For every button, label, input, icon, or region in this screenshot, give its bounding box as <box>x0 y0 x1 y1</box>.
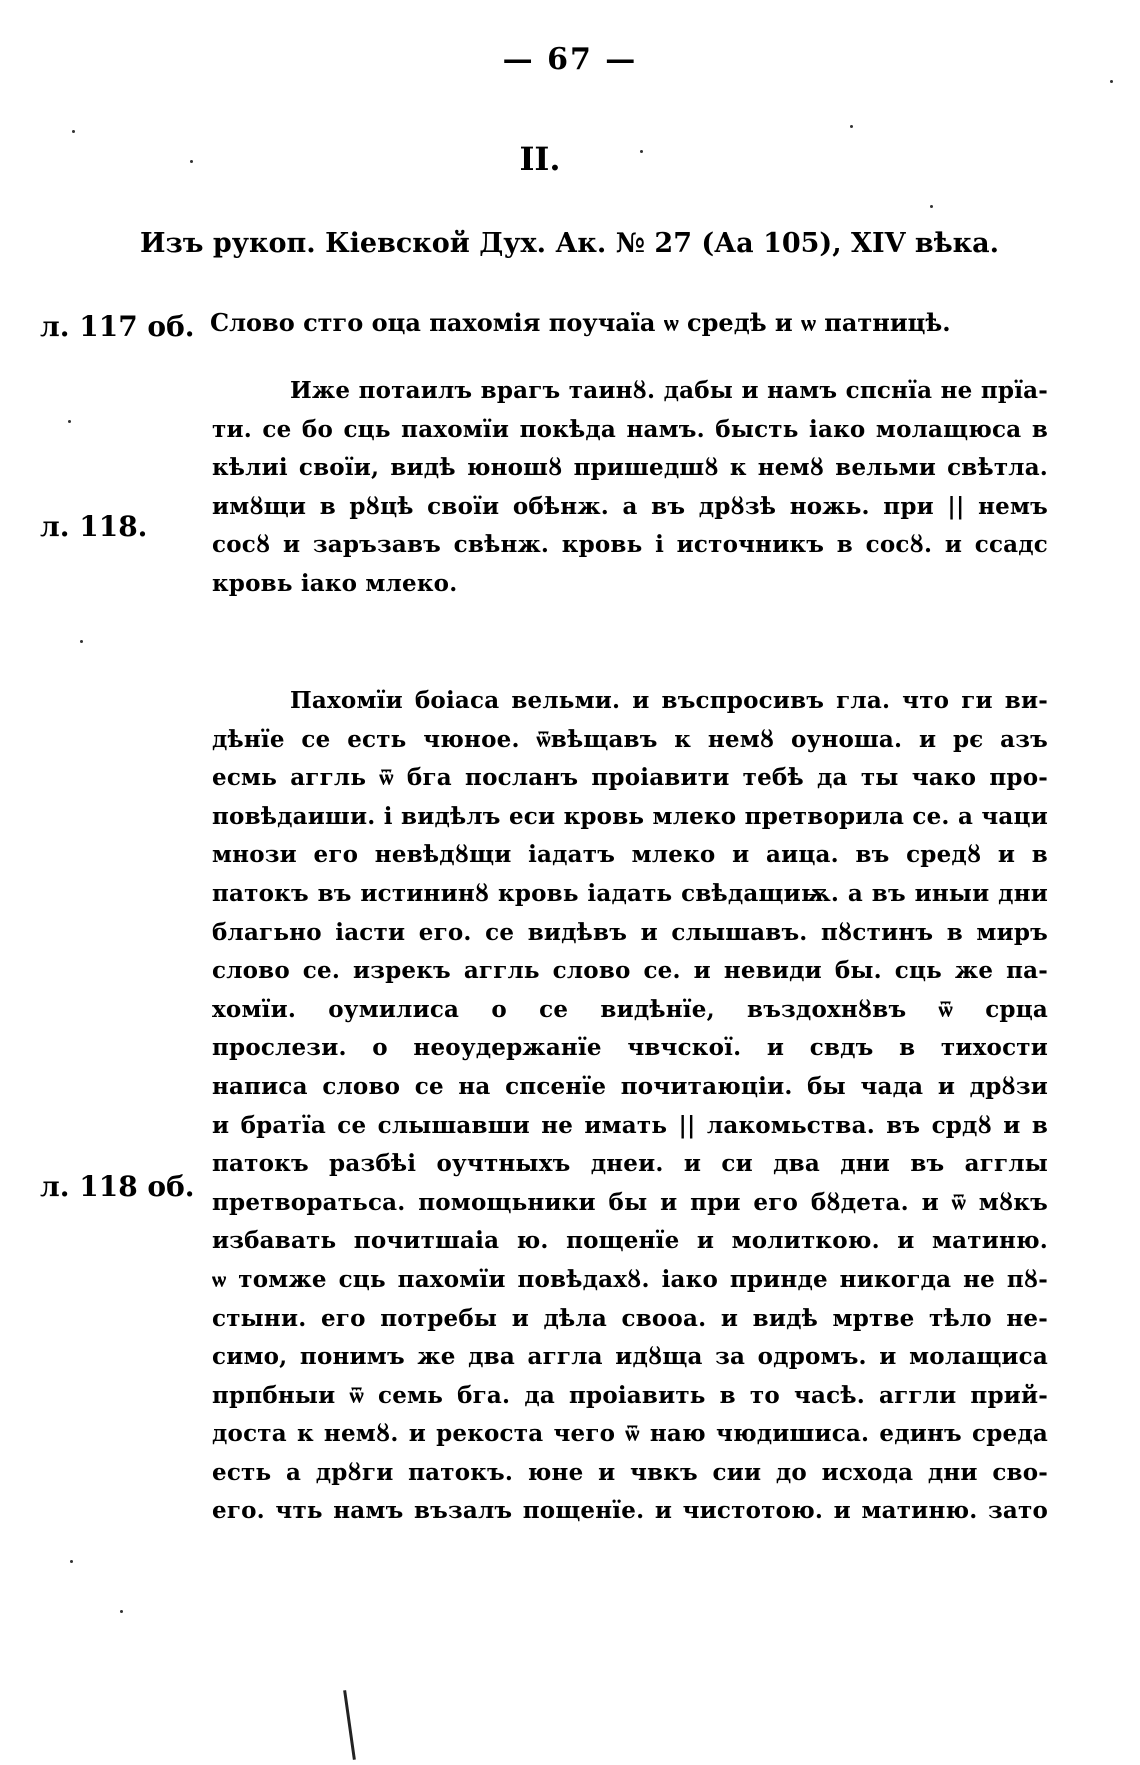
text-line: избавать почитшаіа ю. пощенїе и молиткою. и матиню. <box>212 1227 1048 1255</box>
text-line: кровь іако млеко. <box>212 569 458 597</box>
text-line: благьно іасти его. се видѣвъ и слышавъ. пȣстинъ в миръ <box>212 918 1048 946</box>
scan-speck <box>640 150 643 153</box>
scan-speck <box>68 420 71 423</box>
text-line: дѣнїе се есть чюное. ѿвѣщавъ к немȣ оуноша. и рє азъ <box>212 725 1048 753</box>
scan-speck <box>70 1560 73 1563</box>
text-line: повѣдаиши. і видѣлъ еси кровь млеко претворила се. а чаци <box>212 802 1048 830</box>
text-line: сосȣ и заръзавъ свѣнж. кровь і источникъ в сосȣ. и ссадс <box>212 531 1048 559</box>
folio-117-verso: л. 117 об. <box>40 310 195 343</box>
folio-118: л. 118. <box>40 510 148 543</box>
text-line: написа слово се на спсенїе почитаюціи. бы чада и дрȣзи <box>212 1072 1048 1100</box>
scan-speck <box>930 205 933 208</box>
scan-speck <box>120 1610 123 1613</box>
folio-118-verso: л. 118 об. <box>40 1170 195 1203</box>
text-line: мнози его невѣдȣщи іадатъ млеко и аица. въ средȣ и в <box>212 841 1048 869</box>
text-line: Иже потаилъ врагъ таинȣ. дабы и намъ спснїа не прїа- <box>290 377 1048 404</box>
text-line: патокъ разбѣі оучтныхъ днеи. и си два дни въ агглы <box>212 1150 1048 1178</box>
text-line: слово се. изрекъ аггль слово се. и невиди бы. сць же па- <box>212 957 1048 985</box>
paragraph-2 <box>212 682 1048 1531</box>
text-line: ти. се бо сць пахомїи покѣда намъ. бысть іако молащюса в <box>212 415 1048 443</box>
text-line: прпбныи ѿ семь бга. да проіавить в то часѣ. аггли прий- <box>212 1381 1048 1409</box>
text-line: Пахомїи боіаса вельми. и въспросивъ гла. что ги ви- <box>290 687 1048 714</box>
text-line: ѡ томже сць пахомїи повѣдахȣ. іако принде никогда не пȣ- <box>212 1265 1048 1293</box>
page-number: — 67 — <box>502 42 638 77</box>
text-line: есмь аггль ѿ бга посланъ проіавити тебѣ да ты чако про- <box>212 764 1048 792</box>
text-line: стыни. его потребы и дѣла свооа. и видѣ мртве тѣло не- <box>212 1304 1048 1332</box>
text-line: имȣщи в рȣцѣ своїи обѣнж. а въ дрȣзѣ ножь. при || немъ <box>212 492 1048 520</box>
paragraph-1 <box>212 372 1048 604</box>
scan-speck <box>80 640 83 643</box>
manuscript-source: Изъ рукоп. Кіевской Дух. Ак. № 27 (Аа 105), XIV вѣка. <box>140 228 1000 259</box>
scan-speck <box>850 125 853 128</box>
scan-speck <box>72 130 75 133</box>
text-line: хомїи. оумилиса о се видѣнїе, въздохнȣвъ ѿ срца <box>212 995 1048 1023</box>
scan-speck <box>1110 80 1113 83</box>
scan-speck <box>190 160 193 163</box>
text-line: кѣлиі своїи, видѣ юношȣ пришедшȣ к немȣ вельми свѣтла. <box>212 454 1048 482</box>
text-line: патокъ въ истининȣ кровь іадать свѣдащиѭ. а въ иныи дни <box>212 879 1048 907</box>
text-line: претворатьса. помощьники бы и при его бȣдета. и ѿ мȣкъ <box>212 1188 1048 1216</box>
section-number: II. <box>519 140 561 178</box>
scan-mark <box>343 1690 356 1760</box>
text-line: его. чть намъ възалъ пощенїе. и чистотою. и матиню. зато <box>212 1497 1048 1525</box>
sermon-title: Слово стго оца пахомія поучаїа ѡ средѣ и ѡ патницѣ. <box>210 308 951 337</box>
text-line: и братїа се слышавши не имать || лакомьства. въ срдȣ и в <box>212 1111 1048 1139</box>
text-line: доста к немȣ. и рекоста чего ѿ наю чюдишиса. единъ среда <box>212 1420 1048 1448</box>
text-line: есть а дрȣги патокъ. юне и чвкъ сии до исхода дни сво- <box>212 1458 1048 1486</box>
text-line: прослези. о неоудержанїе чвчскої. и свдъ в тихости <box>212 1034 1048 1062</box>
text-line: симо, понимъ же два аггла идȣща за одромъ. и молащиса <box>212 1343 1048 1371</box>
